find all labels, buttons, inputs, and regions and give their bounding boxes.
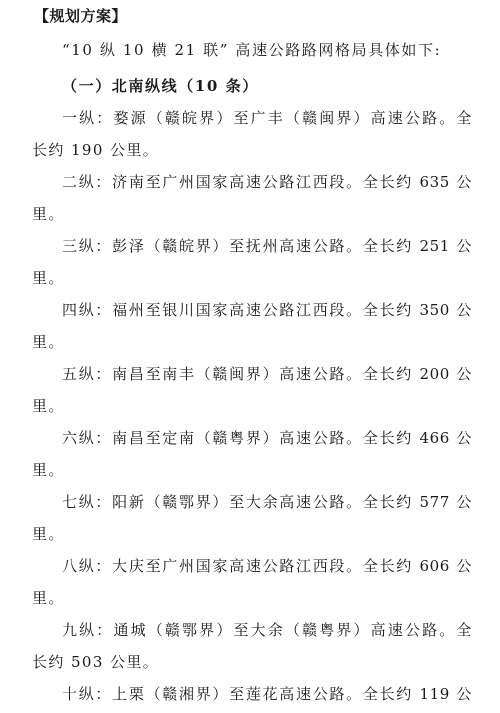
item-1-line-2: 长约 190 公里。 xyxy=(32,141,160,159)
item-3-line-2: 里。 xyxy=(32,269,65,287)
intro-paragraph: “10 纵 10 横 21 联” 高速公路路网格局具体如下: xyxy=(62,41,442,59)
item-4-line-2: 里。 xyxy=(32,333,65,351)
item-7-line-2: 里。 xyxy=(32,525,65,543)
item-6-line-2: 里。 xyxy=(32,461,65,479)
item-9-line-1: 九纵：通城（赣鄂界）至大余（赣粤界）高速公路。全 xyxy=(62,621,472,639)
item-2-line-2: 里。 xyxy=(32,205,65,223)
item-8-line-1: 八纵：大庆至广州国家高速公路江西段。全长约 606 公 xyxy=(62,557,472,575)
item-10-line-1: 十纵：上栗（赣湘界）至莲花高速公路。全长约 119 公 xyxy=(62,685,472,703)
item-7-line-1: 七纵：阳新（赣鄂界）至大余高速公路。全长约 577 公 xyxy=(62,493,472,511)
item-5-line-1: 五纵：南昌至南丰（赣闽界）高速公路。全长约 200 公 xyxy=(62,365,472,383)
item-8-line-2: 里。 xyxy=(32,589,65,607)
subheading-north-south: （一）北南纵线（10 条） xyxy=(62,77,259,95)
item-6-line-1: 六纵：南昌至定南（赣粤界）高速公路。全长约 466 公 xyxy=(62,429,472,447)
item-9-line-2: 长约 503 公里。 xyxy=(32,653,160,671)
section-title: 【规划方案】 xyxy=(34,7,128,25)
item-2-line-1: 二纵：济南至广州国家高速公路江西段。全长约 635 公 xyxy=(62,173,472,191)
item-5-line-2: 里。 xyxy=(32,397,65,415)
item-3-line-1: 三纵：彭泽（赣皖界）至抚州高速公路。全长约 251 公 xyxy=(62,237,472,255)
item-1-line-1: 一纵：婺源（赣皖界）至广丰（赣闽界）高速公路。全 xyxy=(62,109,472,127)
item-4-line-1: 四纵：福州至银川国家高速公路江西段。全长约 350 公 xyxy=(62,301,472,319)
